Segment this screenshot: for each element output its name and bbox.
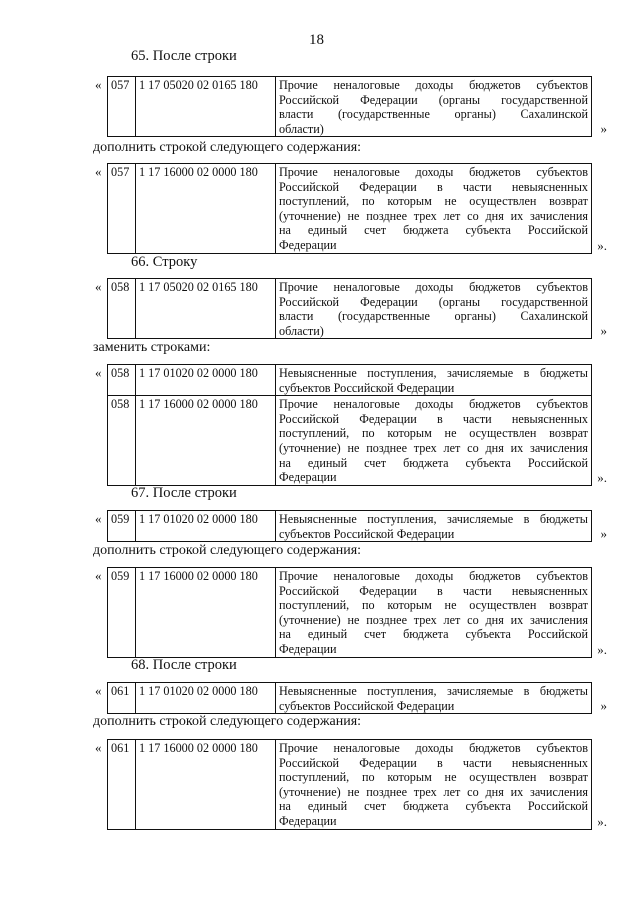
- description-line: Невыясненные поступления, зачисляемые в бюджеты: [279, 684, 588, 698]
- description-line: поступлений, по которым не осуществлен возврат: [279, 770, 588, 785]
- description-cell: [276, 683, 592, 714]
- description-line: субъектов Российской Федерации: [279, 380, 455, 395]
- description-line: (уточнение) не позднее трех лет со дня их зачисления: [279, 440, 588, 455]
- description-cell: [276, 77, 592, 137]
- amendment-table-block: [95, 76, 607, 137]
- description-line: области): [279, 121, 324, 136]
- description-line: Прочие неналоговые доходы бюджетов субъектов: [279, 165, 588, 179]
- description-line: власти (государственные органы) Сахалинской: [279, 107, 588, 122]
- admin-code-cell: 058: [108, 365, 136, 396]
- close-quote: ».: [597, 469, 607, 485]
- table-row: [108, 365, 592, 396]
- description-cell: [276, 365, 592, 396]
- description-line: Прочие неналоговые доходы бюджетов субъектов: [279, 569, 588, 583]
- open-quote: «: [95, 568, 102, 583]
- admin-code-cell: 061: [108, 740, 136, 830]
- description-line: Прочие неналоговые доходы бюджетов субъектов: [279, 741, 588, 755]
- description-line: субъектов Российской Федерации: [279, 698, 455, 713]
- budget-code-cell: 1 17 01020 02 0000 180: [136, 511, 276, 542]
- section-heading: 65. После строки: [131, 48, 237, 64]
- description-line: Невыясненные поступления, зачисляемые в бюджеты: [279, 366, 588, 380]
- amendment-table: [107, 567, 592, 658]
- description-line: поступлений, по которым не осуществлен возврат: [279, 598, 588, 613]
- section-heading: 66. Строку: [131, 254, 198, 270]
- amendment-table-block: [95, 682, 607, 714]
- description-line: на единый счет бюджета субъекта Российской: [279, 627, 588, 642]
- budget-code-cell: 1 17 16000 02 0000 180: [136, 740, 276, 830]
- budget-code-cell: 1 17 16000 02 0000 180: [136, 164, 276, 254]
- amendment-table-block: [95, 364, 607, 486]
- amendment-table: [107, 76, 592, 137]
- amendment-table: [107, 163, 592, 254]
- close-quote: ».: [597, 813, 607, 829]
- description-line: на единый счет бюджета субъекта Российской: [279, 455, 588, 470]
- description-line: Российской Федерации (органы государственной: [279, 294, 588, 309]
- table-row: [108, 511, 592, 542]
- description-line: Российской Федерации (органы государственной: [279, 92, 588, 107]
- description-line: Российской Федерации в части невыясненных: [279, 583, 588, 598]
- amendment-table-block: [95, 567, 607, 658]
- description-line: Федерации: [279, 813, 337, 828]
- table-row: [108, 568, 592, 658]
- description-line: области): [279, 323, 324, 338]
- open-quote: «: [95, 279, 102, 294]
- open-quote: «: [95, 77, 102, 92]
- description-line: Прочие неналоговые доходы бюджетов субъектов: [279, 397, 588, 412]
- table-row: [108, 77, 592, 137]
- budget-code-cell: 1 17 16000 02 0000 180: [136, 396, 276, 486]
- budget-code-cell: 1 17 01020 02 0000 180: [136, 365, 276, 396]
- budget-code-cell: 1 17 01020 02 0000 180: [136, 683, 276, 714]
- amendment-table-block: [95, 739, 607, 830]
- table-row: [108, 279, 592, 339]
- table-row: [108, 740, 592, 830]
- budget-code-cell: 1 17 05020 02 0165 180: [136, 77, 276, 137]
- description-cell: [276, 740, 592, 830]
- instruction-text: дополнить строкой следующего содержания:: [93, 543, 362, 558]
- description-line: Прочие неналоговые доходы бюджетов субъектов: [279, 280, 588, 294]
- description-line: Российской Федерации в части невыясненных: [279, 755, 588, 770]
- close-quote: ».: [597, 237, 607, 253]
- admin-code-cell: 059: [108, 568, 136, 658]
- table-row: [108, 164, 592, 254]
- admin-code-cell: 058: [108, 396, 136, 486]
- amendment-table-block: [95, 278, 607, 339]
- open-quote: «: [95, 164, 102, 179]
- close-quote: »: [600, 698, 607, 714]
- amendment-table: [107, 510, 592, 542]
- description-cell: [276, 164, 592, 254]
- table-row: [108, 683, 592, 714]
- description-line: Российской Федерации в части невыясненных: [279, 179, 588, 194]
- description-line: (уточнение) не позднее трех лет со дня их зачисления: [279, 612, 588, 627]
- open-quote: «: [95, 740, 102, 755]
- amendment-table-block: [95, 510, 607, 542]
- instruction-text: дополнить строкой следующего содержания:: [93, 140, 362, 155]
- table-row: [108, 396, 592, 486]
- description-cell: [276, 396, 592, 486]
- description-line: поступлений, по которым не осуществлен возврат: [279, 194, 588, 209]
- budget-code-cell: 1 17 05020 02 0165 180: [136, 279, 276, 339]
- description-line: поступлений, по которым не осуществлен возврат: [279, 426, 588, 441]
- description-line: на единый счет бюджета субъекта Российской: [279, 223, 588, 238]
- budget-code-cell: 1 17 16000 02 0000 180: [136, 568, 276, 658]
- description-cell: [276, 279, 592, 339]
- admin-code-cell: 057: [108, 77, 136, 137]
- open-quote: «: [95, 511, 102, 526]
- amendment-table: [107, 278, 592, 339]
- description-line: Федерации: [279, 470, 337, 485]
- description-line: субъектов Российской Федерации: [279, 526, 455, 541]
- description-line: власти (государственные органы) Сахалинской: [279, 309, 588, 324]
- description-cell: [276, 511, 592, 542]
- description-line: Федерации: [279, 237, 337, 252]
- amendment-table-block: [95, 163, 607, 254]
- open-quote: «: [95, 683, 102, 698]
- close-quote: »: [600, 323, 607, 339]
- close-quote: »: [600, 121, 607, 137]
- description-line: Невыясненные поступления, зачисляемые в бюджеты: [279, 512, 588, 526]
- description-line: Российской Федерации в части невыясненных: [279, 411, 588, 426]
- page-number: 18: [309, 32, 324, 48]
- amendment-table: [107, 682, 592, 714]
- instruction-text: заменить строками:: [93, 340, 211, 355]
- instruction-text: дополнить строкой следующего содержания:: [93, 714, 362, 729]
- description-line: Прочие неналоговые доходы бюджетов субъектов: [279, 78, 588, 92]
- description-cell: [276, 568, 592, 658]
- section-heading: 68. После строки: [131, 657, 237, 673]
- description-line: (уточнение) не позднее трех лет со дня их зачисления: [279, 208, 588, 223]
- close-quote: ».: [597, 641, 607, 657]
- admin-code-cell: 059: [108, 511, 136, 542]
- close-quote: »: [600, 526, 607, 542]
- open-quote: «: [95, 365, 102, 380]
- admin-code-cell: 061: [108, 683, 136, 714]
- description-line: Федерации: [279, 641, 337, 656]
- admin-code-cell: 057: [108, 164, 136, 254]
- section-heading: 67. После строки: [131, 485, 237, 501]
- admin-code-cell: 058: [108, 279, 136, 339]
- amendment-table: [107, 364, 592, 486]
- amendment-table: [107, 739, 592, 830]
- description-line: на единый счет бюджета субъекта Российской: [279, 799, 588, 814]
- description-line: (уточнение) не позднее трех лет со дня их зачисления: [279, 784, 588, 799]
